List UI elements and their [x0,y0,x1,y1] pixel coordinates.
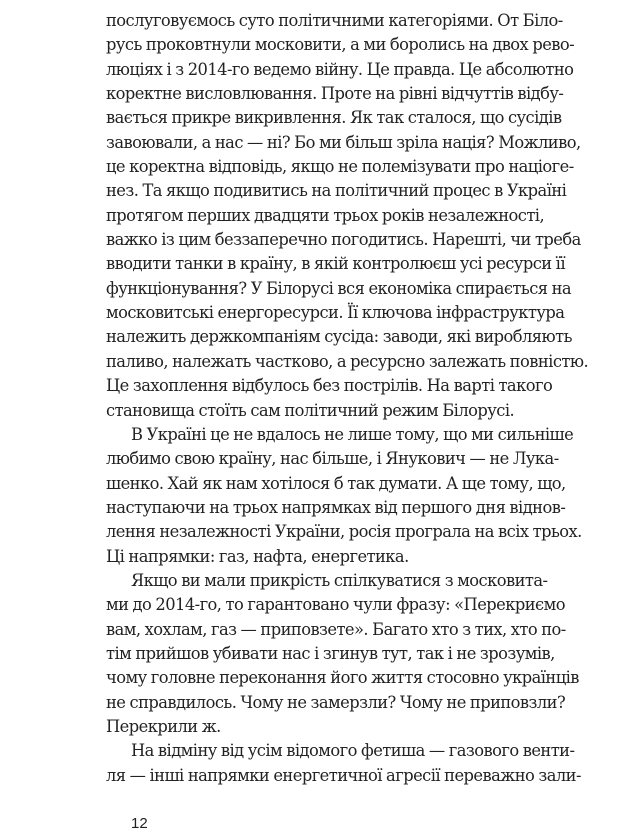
text-line: важко із цим беззаперечно погодитись. Нарешті, чи треба [106,230,581,250]
text-line: нез. Та якщо подивитись на політичний процес в Україні [106,181,567,201]
text-line: вається прикре викривлення. Як так сталося, що сусідів [106,108,562,128]
text-line: послуговуємось суто політичними категоріями. От Біло- [106,11,563,30]
text-line: становища стоїть сам політичний режим Білорусі. [106,400,515,420]
text-line: чому головне переконання його життя стосовно українців [106,668,579,688]
body-text [106,9,589,788]
text-line: шенко. Хай як нам хотілося б так думати. А ще тому, що, [106,473,566,493]
text-line: вам, хохлам, газ — приповзете». Багато хто з тих, хто по- [106,619,566,639]
text-line: належить держкомпаніям сусіда: заводи, які виробляють [106,327,572,347]
text-line: Перекрили ж. [106,716,221,736]
text-line: функціонування? У Білорусі вся економіка спирається на [106,278,572,298]
text-line: коректне висловлювання. Проте на рівні відчуттів відбу- [106,84,564,104]
text-line: тім прийшов убивати нас і згинув тут, так і не зрозумів, [106,643,555,663]
text-line: ми до 2014-го, то гарантовано чули фразу: «Перекриємо [106,595,565,615]
text-line: вводити танки в країну, в якій контролюєш усі ресурси її [106,254,565,274]
text-line: ля — інші напрямки енергетичної агресії переважно зали- [106,765,581,785]
text-line: люціях і з 2014-го ведемо війну. Це правда. Це абсолютно [106,59,574,79]
text-line: Ці напрямки: газ, нафта, енергетика. [106,546,409,566]
text-line: протягом перших двадцяти трьох років незалежності, [106,205,545,225]
text-line: Це захоплення відбулось без пострілів. На варті такого [106,376,553,396]
text-line: любимо свою країну, нас більше, і Янукович — не Лука- [106,449,559,469]
page-number: 12 [131,815,148,832]
text-line: русь проковтнули московити, а ми боролись на двох рево- [106,35,575,55]
text-line: не справдилось. Чому не замерзли? Чому не приповзли? [106,692,566,712]
text-line: паливо, належать частково, а ресурсно залежать повністю. [106,351,589,371]
text-line: наступаючи на трьох напрямках від першого дня віднов- [106,497,566,517]
text-line: лення незалежності України, росія програла на всіх трьох. [106,522,582,542]
text-line: московитські енергоресурси. Її ключова інфраструктура [106,303,565,323]
text-line: це коректна відповідь, якщо не полемізувати про націоге- [106,157,574,177]
paragraph-start-line: В Україні це не вдалось не лише тому, що ми сильніше [131,424,574,444]
paragraph-start-line: На відміну від усім відомого фетиша — газового венти- [131,741,575,761]
text-line: завоювали, а нас — ні? Бо ми більш зріла нація? Можливо, [106,132,581,152]
paragraph-start-line: Якщо ви мали прикрість спілкуватися з московита- [131,570,548,590]
